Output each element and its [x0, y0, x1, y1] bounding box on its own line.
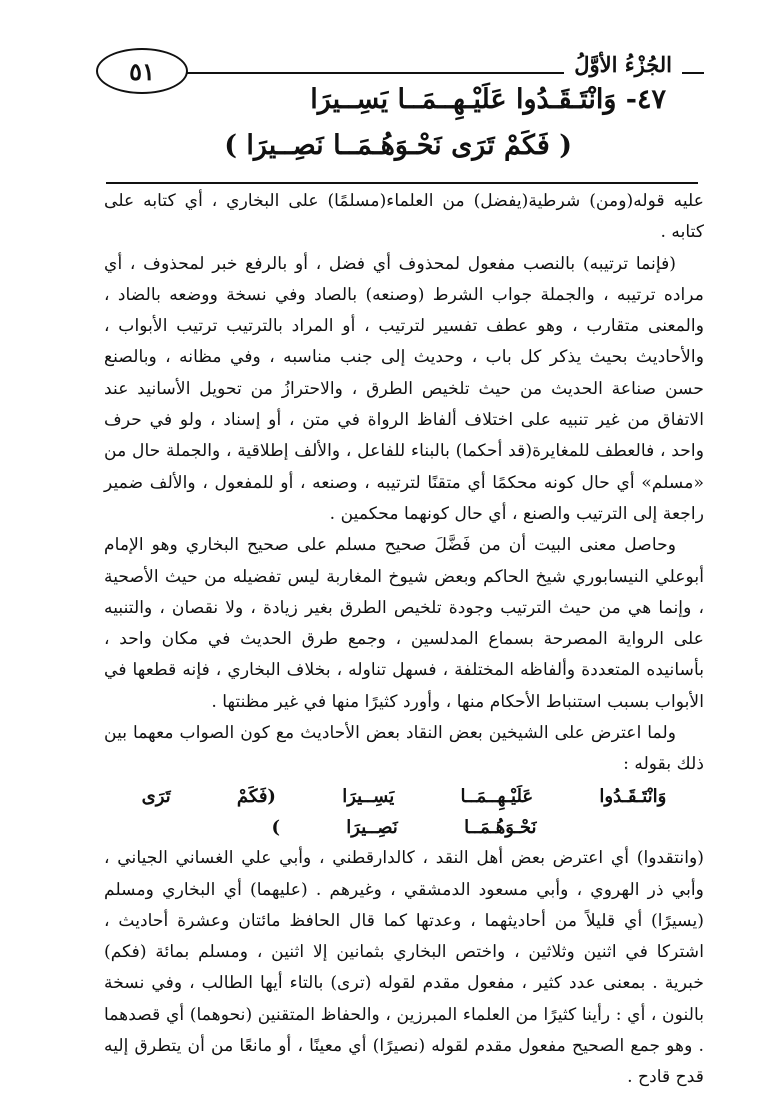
verse-line-1: ٤٧- وَانْتَـقَـدُوا عَلَيْـهِــمَــا يَسِــيرَا [310, 84, 666, 115]
paragraph-4: ولما اعترض على الشيخين بعض النقاد بعض الأحاديث مع كون الصواب معهما بين ذلك بقوله : [104, 723, 704, 775]
paragraph-5: (وانتقدوا) أي اعترض بعض أهل النقد ، كالدارقطني ، وأبي علي الغساني الجياني ، وأبي ذر الهروي ، وأبي مسعود الدمشقي ، وغيرهم . (عليهما) أي البخاري ومسلم (يسيرًا) أي قليلاً من أحاديثهما ، وعدتها كما قال الحافظ مائتان وعشرة أحاديث ، اشتركا في اثنين وثلاثين ، واختص البخاري بثمانين إلا اثنين ، ومسلم بمائة (فكم) خبرية . بمعنى عدد كثير ، مفعول مقدم لقوله (ترى) بالتاء أيها الطالب ، وفي نسخة بالنون ، أي : رأينا كثيرًا من العلماء المبرزين ، والحفاظ المتقنين (نحوهما) أي قصدهما . وهو جمع الصحيح مفعول مقدم لقوله (نصيرًا) أي معينًا ، أو مانعًا من أن يتطرق إليه قدح قادح . [104, 848, 704, 1088]
paragraph-3: وحاصل معنى البيت أن من فَضَّلَ صحيح مسلم على صحيح البخاري وهو الإمام أبوعلي النيسابوري شيخ الحاكم وبعض شيوخ المغاربة ليس تفضيله من حيث الأصحية ، وإنما هي من حيث الترتيب وجودة تلخيص الطرق بغير زيادة ، ولا نقصان ، والتنبيه على الرواية المصرحة بسماع المدلسين ، وجمع طرق الحديث في مكان واحد ، بأسانيده المتعددة وألفاظه المختلفة ، فسهل تناوله ، بخلاف البخاري ، فإنه قطعها في الأبواب بسبب استنباط الأحكام منها ، وأورد كثيرًا منها في غير مظنتها . [104, 535, 704, 712]
verse-line-2: ( فَكَمْ تَرَى نَحْـوَهُـمَــا نَصِــيرَا ) [224, 130, 572, 161]
page-number: ٥١ [96, 48, 188, 94]
verse-separator [106, 182, 698, 184]
paragraph-2: (فإنما ترتيبه) بالنصب مفعول لمحذوف أي فضل ، أو بالرفع خبر لمحذوف ، أي مراده ترتيبه ، والجملة جواب الشرط (وصنعه) بالصاد وفي نسخة ووضعه بالضاد ، والمعنى متقارب ، وهو عطف تفسير لترتيب ، أو المراد بالترتيب ترتيب الأبواب ، والأحاديث بحيث يذكر كل باب ، وحديث إلى جنب مناسبه ، وفي مظانه ، وبالصنع حسن صناعة الحديث من حيث تلخيص الطرق ، والاحترازُ من تحويل الأسانيد عند الاتفاق من غير تنبيه على اختلاف ألفاظ الرواة في متن ، أو إسناد ، ولو في حرف واحد ، فالعطف للمغايرة(قد أحكما) بالبناء للفاعل ، والألف إطلاقية ، والجملة حال من «مسلم» أي حال كونه محكمًا أي متقنًا لترتيبه ، وصنعه ، أو للمفعول ، والألف ضمير راجعة إلى الترتيب والصنع ، أي حال كونهما محكمين . [104, 253, 704, 524]
inline-verse-second-half: (فَكَمْ تَرَى نَحْـوَهُـمَــا نَصِــيرَا ) [141, 785, 537, 838]
part-title: الجُزْءُ الأوَّلُ [564, 52, 682, 77]
paragraph-1: عليه قوله(ومن) شرطية(يفضل) من العلماء(مسلمًا) على البخاري ، أي كتابه على كتابه . [104, 191, 704, 243]
commentary-body [104, 186, 704, 1094]
inline-verse [104, 781, 704, 844]
inline-verse-first-half: وَانْتَـقَـدُوا عَلَيْـهِــمَــا يَسِــيرَا [342, 785, 667, 807]
